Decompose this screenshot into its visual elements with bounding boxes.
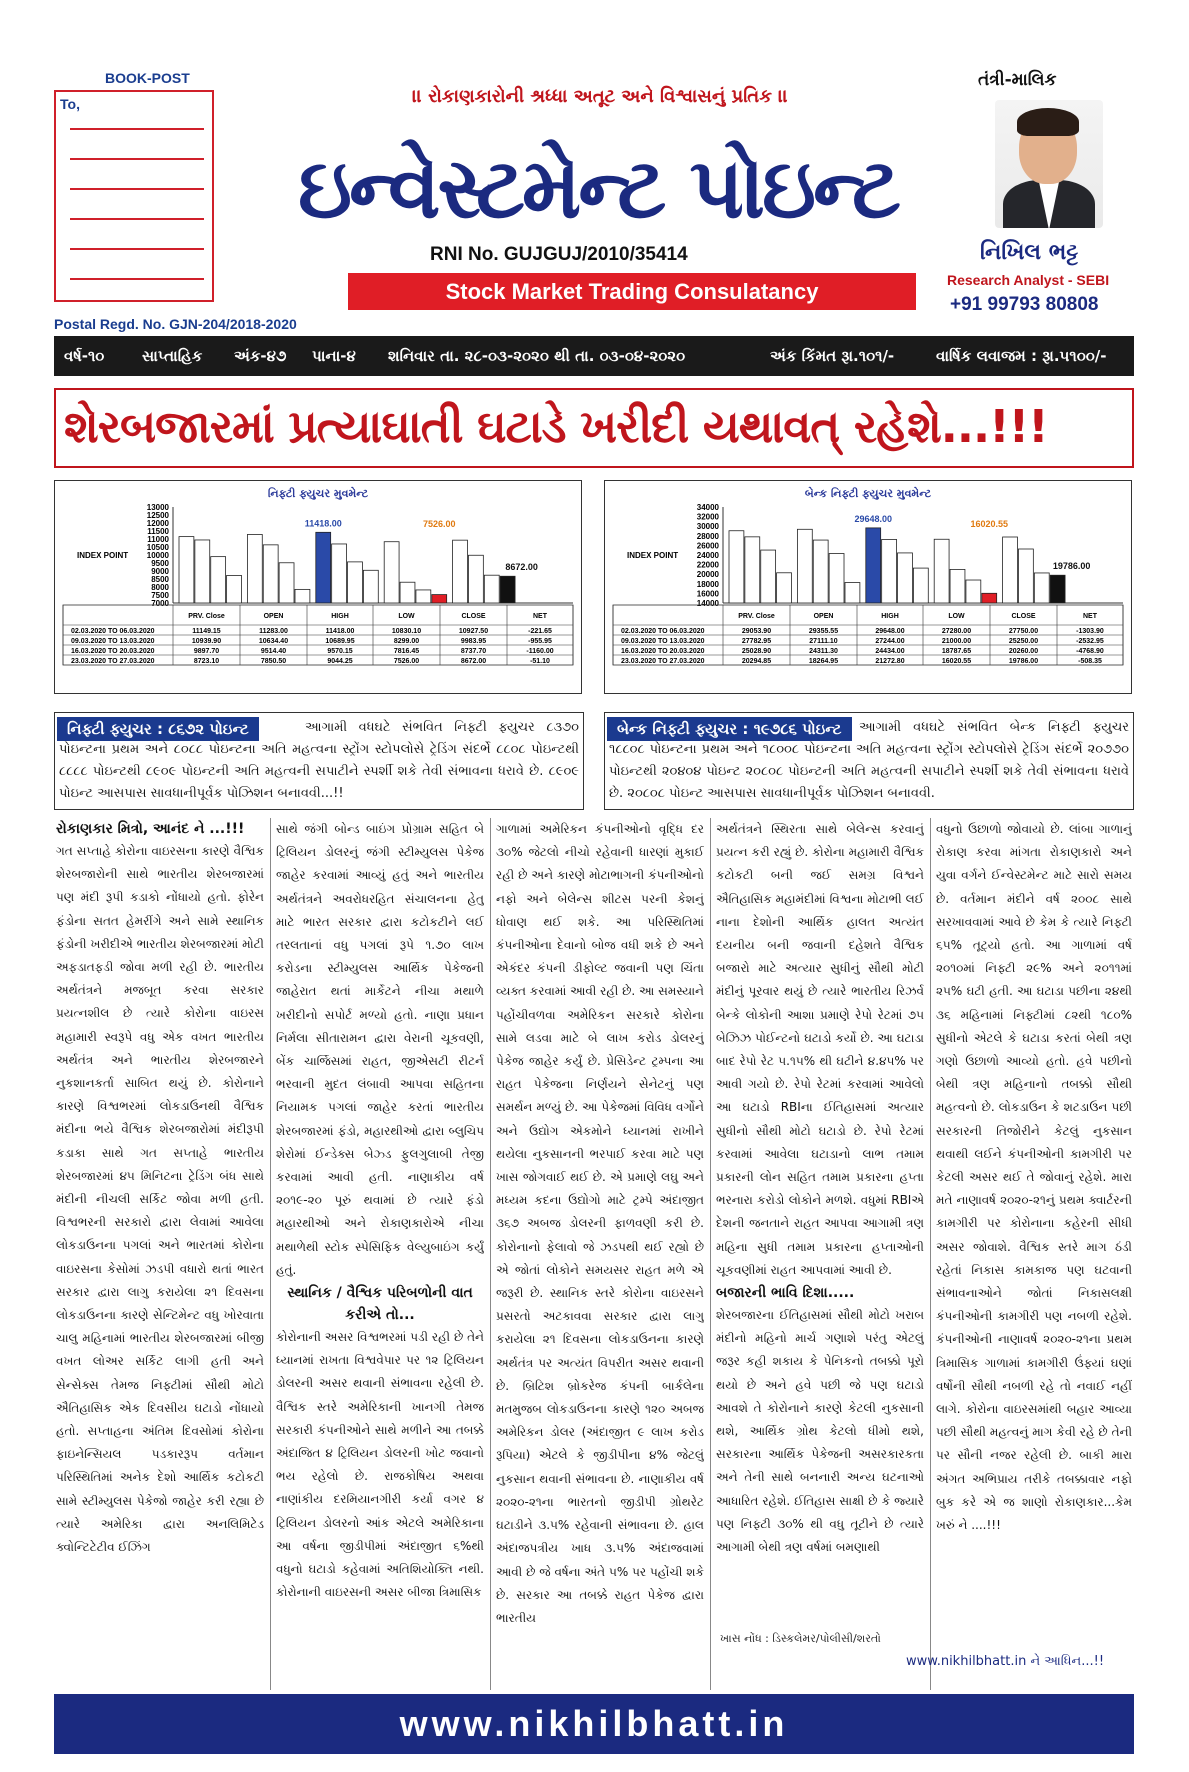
issue-number: અંક-૪૭: [234, 347, 287, 365]
section-heading: સ્થાનિક / વૈશ્વિક પરિબળોની વાત કરીએ તો...: [287, 1285, 473, 1324]
issue-date: શનિવાર તા. ૨૮-૦૩-૨૦૨૦ થી તા. ૦૩-૦૪-૨૦૨૦: [388, 347, 686, 365]
legend-entry: 16.03.2020 TO 20.03.2020: [71, 648, 155, 655]
table-cell: 7850.50: [260, 658, 287, 665]
table-cell: 8672.00: [460, 658, 487, 665]
y-tick-label: 9000: [151, 567, 169, 576]
nifty-chart-svg: [55, 481, 581, 693]
bar: [211, 557, 226, 603]
bar: [348, 562, 363, 603]
table-cell: -508.35: [1078, 658, 1102, 665]
y-tick-label: 8500: [151, 575, 169, 584]
article-column-4: [716, 818, 924, 1628]
bar: [1003, 537, 1018, 603]
bar: [453, 540, 468, 603]
bar: [500, 576, 515, 603]
table-header: CLOSE: [1011, 613, 1036, 620]
bar: [866, 528, 881, 603]
bar: [384, 542, 399, 603]
y-tick-label: 10000: [146, 551, 169, 560]
y-tick-label: 28000: [696, 531, 719, 541]
column-divider: [930, 818, 931, 1690]
owner-name: નિખિલ ભટ્ટ: [980, 240, 1079, 265]
table-header: OPEN: [263, 613, 284, 620]
table-cell: 25250.00: [1008, 638, 1039, 645]
table-cell: 10689.95: [325, 638, 355, 645]
y-tick-label: 16000: [696, 589, 719, 599]
article-column-5: [936, 818, 1132, 1630]
table-cell: 27111.10: [809, 638, 838, 645]
y-tick-label: 7500: [151, 591, 169, 600]
column-text: અર્થતંત્રને સ્થિરતા સાથે બેલેન્સ કરવાનું પ્રયત્ન કરી રહ્યું છે. કોરોના મહામારી વૈશ્વિક કટોકટી બની જઈ સમગ્ર વિશ્વને ઐતિહાસિક મહામંદીમાં વિશ્વના મોટાભી લઈ નાના દેશોની આર્થિક હાલત અત્યંત દયનીય બની જવાની દહેશતે વૈશ્વિક બજારો માટે અત્યાર સુધીનું સૌથી મોટી મંદીનું પૂરવાર થયું છે ત્યારે ભારતીય રિઝર્વ બેન્કે લોકોની આશા પ્રમાણે રેપો રેટમાં ૭૫ બેઝિઝ પોઈન્ટનો ઘટાડો કર્યો છે. આ ઘટાડા બાદ રેપો રેટ ૫.૧૫% થી ઘટીને ૪.૪૫% પર આવી ગયો છે. રેપો રેટમાં કરવામાં આવેલો આ ઘટાડો RBIના ઈતિહાસમાં અત્યાર સુધીનો સૌથી મોટો ઘટાડો છે. રેપો રેટમાં કરવામાં આવેલા ઘટાડાનો લાભ તમામ પ્રકારની લોન સહિત તમામ પ્રકારના હપ્તા ભરનારા કરોડો લોકોને મળશે. વધુમાં RBIએ દેશની જનતાને રાહત આપવા આગામી ત્રણ મહિના સુધી તમામ પ્રકારના હપ્તાઓની ચૂકવણીમાં રાહત આપવામાં આવી છે.: [716, 822, 924, 1277]
table-cell: -1160.00: [526, 648, 554, 655]
bar: [416, 590, 431, 603]
legend-entry: 02.03.2020 TO 06.03.2020: [621, 628, 705, 635]
article-column-1: [56, 818, 264, 1690]
legend-entry: 02.03.2020 TO 06.03.2020: [71, 628, 155, 635]
table-cell: 9983.95: [460, 638, 487, 645]
column-text: કોરોનાની અસર વિશ્વભરમાં પડી રહી છે તેને ધ્યાનમાં રાખતા વિશ્વવેપાર પર ૧૨ ટ્રિલિયન ડોલરની અસર થવાની સંભાવના રહેલી છે. વૈશ્વિક સ્તરે અમેરિકાની ખાનગી તેમજ સરકારી કંપનીઓને સાથે મળીને આ તબક્કે અંદાજિત ૪ ટ્રિલિયન ડોલરની ખોટ જવાનો ભય રહેલો છે. રાજકોષિય અથવા નાણાંકીય દરમિયાનગીરી કર્યા વગર ૪ ટ્રિલિયન ડોલરનો આંક એટલે અમેરિકાના આ વર્ષના જીડીપીમાં અંદાજીત ૬%થી વધુનો ઘટાડો કહેવામાં અતિશિયોક્તિ નથી. કોરોનાની વાઇરસની અસર બીજા ત્રિમાસિક: [276, 1330, 484, 1600]
column-text: શેરબજારના ઈતિહાસમાં સૌથી મોટો ખરાબ મંદીનો મહિનો માર્ચ ગણાશે પરંતુ એટલું જરૂર કહી શકાય કે પેનિકનો તબક્કો પૂરો થયો છે અને હવે પછી જે પણ ઘટાડો આવશે તે કોરોનાને કારણે કેટલી નુકસાની થશે, આર્થિક ગ્રોથ કેટલો ધીમો થશે, સરકારના આર્થિક પેકેજની અસરકારકતા અને તેની સાથે બનનારી અન્ય ઘટનાઓ આધારિત રહેશે. ઈતિહાસ સાક્ષી છે કે જ્યારે પણ નિફ્ટી ૩૦% થી વધુ તૂટીને છે ત્યારે આગામી બેથી ત્રણ વર્ષમાં બમણાથી: [716, 1308, 924, 1555]
y-tick-label: 12500: [146, 511, 169, 520]
postal-regd: Postal Regd. No. GJN-204/2018-2020: [54, 316, 297, 332]
y-tick-label: 22000: [696, 560, 719, 570]
y-tick-label: 30000: [696, 522, 719, 532]
table-header: NET: [1083, 613, 1097, 620]
subscription: વાર્ષિક લવાજમ : રૂા.૫૧૦૦/-: [936, 347, 1107, 365]
column-divider: [490, 818, 491, 1690]
nifty-outlook-tag: નિફ્ટી ફ્યુચર : ૮૬૭૨ પોઇન્ટ: [57, 717, 259, 741]
column-divider: [270, 818, 271, 1690]
table-cell: 27782.95: [741, 638, 772, 645]
disclaimer-note: ખાસ નોંધ : ડિસ્કલેમર/પોલીસી/શરતો: [720, 1632, 881, 1645]
table-cell: 10830.10: [391, 628, 422, 635]
table-cell: 21000.00: [941, 638, 972, 645]
bar: [1018, 549, 1033, 603]
table-cell: 27280.00: [941, 628, 972, 635]
data-label: 16020.55: [970, 519, 1009, 529]
data-label: 19786.00: [1052, 561, 1091, 572]
table-cell: 9044.25: [327, 658, 353, 665]
bar: [363, 570, 378, 603]
bar: [761, 550, 776, 603]
table-cell: -51.10: [530, 658, 550, 665]
banknifty-outlook: [604, 712, 1134, 810]
address-box: [54, 90, 214, 302]
bar: [279, 563, 294, 603]
table-header: NET: [533, 613, 547, 620]
table-header: HIGH: [881, 613, 899, 620]
address-line: [70, 248, 204, 250]
issue-price: અંક કિંમત રૂા.૧૦૧/-: [770, 347, 895, 365]
y-tick-label: 11500: [147, 527, 169, 536]
table-cell: 7816.45: [393, 648, 420, 655]
rni-number: RNI No. GUJGUJ/2010/35414: [430, 244, 688, 265]
address-line: [70, 218, 204, 220]
bar: [1034, 573, 1049, 603]
y-tick-label: 9500: [151, 559, 169, 568]
article-column-2: [276, 818, 484, 1690]
table-header: CLOSE: [461, 613, 486, 620]
bar: [898, 553, 913, 603]
bar: [332, 544, 347, 603]
phone-number[interactable]: +91 99793 80808: [950, 294, 1099, 315]
chart-title: બેન્ક નિફ્ટી ફ્યુચર મુવમેન્ટ: [804, 487, 932, 500]
bar: [227, 575, 242, 603]
table-cell: 20260.00: [1008, 648, 1039, 655]
table-cell: 29355.55: [808, 628, 839, 635]
table-header: LOW: [398, 613, 415, 620]
bar: [484, 575, 499, 603]
bar: [813, 540, 828, 603]
address-line: [70, 278, 204, 280]
table-cell: -2532.95: [1076, 638, 1104, 645]
address-line: [70, 188, 204, 190]
table-cell: 20294.85: [741, 658, 772, 665]
table-cell: 24311.30: [809, 648, 838, 655]
table-cell: 29648.00: [875, 628, 905, 635]
table-cell: 11149.15: [192, 628, 221, 635]
table-cell: 7526.00: [393, 658, 420, 665]
bar: [882, 539, 897, 603]
banknifty-outlook-tag: બેન્ક નિફ્ટી ફ્યુચર : ૧૯૭૮૬ પોઇન્ટ: [607, 717, 852, 741]
weekly: સાપ્તાહિક: [142, 347, 203, 365]
address-line: [70, 128, 204, 130]
banknifty-chart: [604, 480, 1132, 694]
bar: [845, 583, 860, 603]
bookpost-label: BOOK-POST: [105, 70, 190, 86]
table-cell: 27750.00: [1008, 628, 1039, 635]
banknifty-chart-svg: [605, 481, 1131, 693]
volume: વર્ષ-૧૦: [64, 347, 105, 365]
bar: [179, 537, 194, 603]
article-column-3: [496, 818, 704, 1690]
table-cell: 9897.70: [193, 648, 220, 655]
table-cell: -955.95: [528, 638, 552, 645]
y-tick-label: 7000: [151, 599, 169, 608]
y-tick-label: 32000: [696, 512, 719, 522]
column-text: વધુનો ઉછાળો જોવાયો છે. લાંબા ગાળાનું રોકાણ કરવા માંગતા રોકાણકારો અને યુવા વર્ગને ઈન્વેસ્ટમેન્ટ માટે સારો સમય છે. વર્તમાન મંદીને વર્ષ ૨૦૦૮ સાથે સરખાવવામાં આવે છે કેમ કે ત્યારે નિફ્ટી ૬૫% તૂટ્યો હતો. આ ગાળામાં વર્ષ ૨૦૧૦માં નિફ્ટી ૨૯% અને ૨૦૧૧માં ૨૫% ઘટી હતી. આ ઘટાડા પછીના ૨૪થી ૩૬ મહિનામાં નિફ્ટીમાં ૮૨થી ૧૮૦% સુધીનો એટલે કે ઘટાડા કરતાં બેથી ત્રણ ગણો ઉછાળો આવ્યો હતો. હવે પછીનો બેથી ત્રણ મહિનાનો તબક્કો સૌથી મહત્વનો છે. લોકડાઉન કે શટડાઉન પછી સરકારની તિજોરીને કેટલું નુકસાન થવાથી લઈને કંપનીઓની કામગીરી પર કેટલી અસર થઈ તે જોવાનું રહેશે. મારા મતે નાણાવર્ષ ૨૦૨૦-૨૧નું પ્રથમ ક્વાર્ટરની કામગીરી પર કોરોનાના કહેરની સીધી અસર જોવાશે. વૈશ્વિક સ્તરે માગ ઠંડી રહેતાં નિકાસ કામકાજ પણ ઘટવાની સંભાવનાઓને જોતાં નિકાસલક્ષી કંપનીઓની કામગીરી પણ નબળી રહેશે. કંપનીઓની નાણાવર્ષ ૨૦૨૦-૨૧ના પ્રથમ ત્રિમાસિક ગાળામાં કામગીરી ઉંફ્યાં ઘણાં વર્ષોની સૌથી નબળી રહે તો નવાઈ નહીં લાગે. કોરોના વાઇરસમાંથી બહાર આવ્યા પછી સૌથી મહત્વનું માગ કેવી રહે છે તેની પર સૌની નજર રહેલી છે. બાકી મારા અંગત અભિપ્રાય તરીકે તબક્કાવાર નફો બુક કરે એ જ શાણો રોકાણકાર...કેમ ખરું ને ....!!!: [936, 822, 1132, 1533]
nifty-outlook-text: આગામી વધઘટે સંભવિત નિફ્ટી ફ્યુચર ૮૩૭૦ પોઇન્ટના પ્રથમ અને ૮૦૮૮ પોઇન્ટના અતિ મહત્વના સ્ટ્રોંગ સ્ટોપલોસે ટ્રેડિંગ સંદર્ભે ૮૮૦૮ પોઇન્ટથી ૮૮૮૮ પોઇન્ટથી ૮૯૦૯ પોઇન્ટની અતિ મહત્વની સપાટીને સ્પર્શી શકે તેવી સંભાવના ધરાવે છે. ૮૯૦૯ પોઇન્ટ આસપાસ સાવધાનીપૂર્વક પોઝિશન બનાવવી...!!: [59, 720, 579, 801]
pages: પાના-૪: [312, 347, 356, 365]
column-text: ગત સપ્તાહે કોરોના વાઇરસના કારણે વૈશ્વિક શેરબજારોની સાથે ભારતીય શેરબજારમાં પણ મંદી રૂપી કડાકો નોંધાયો હતો. ફોરેન ફંડોના સતત હેમરીંગે અને સામે સ્થાનિક ફંડોની ખરીદીએ ભારતીય શેરબજારમાં મોટી અફડાતફડી જોવા મળી રહી છે. ભારતીય અર્થતંત્રને મજબૂત કરવા સરકાર પ્રયત્નશીલ છે ત્યારે કોરોના વાઇરસ મહામારી સ્વરૂપે વધુ એક વખત ભારતીય અર્થતંત્ર અને ભારતીય શેરબજારને નુકશાનકર્તા સાબિત થયું છે. કોરોનાને કારણે વિશ્વભરમાં લોકડાઉનથી વૈશ્વિક મંદીના ભયે વૈશ્વિક શેરબજારોમાં મંદીરૂપી કડાકા સાથે ગત સપ્તાહે ભારતીય શેરબજારમાં ૪૫ મિનિટના ટ્રેડિંગ બંધ સાથે મંદીની નીચલી સર્કિટ જોવા મળી હતી. વિશ્વભરની સરકારો દ્વારા લેવામાં આવેલા લોકડાઉનના પગલાં અને ભારતમાં કોરોના વાઇરસના કેસોમાં ઝડપી વધારો થતાં ભારત સરકાર દ્વારા લાગુ કરાયેલા ૨૧ દિવસના લોકડાઉનના કારણે સેન્ટિમેન્ટ વધુ ખોરવાતા ચાલુ મહિનામાં ભારતીય શેરબજારમાં બીજી વખત લોઅર સર્કિટ લાગી હતી અને સેન્સેક્સ તેમજ નિફ્ટીમાં સૌથી મોટો ઐતિહાસિક એક દિવસીય ઘટાડો નોંધાયો હતો. સપ્તાહના અંતિમ દિવસોમાં કોરોના ફાઇનેન્સિયલ પડકારરૂપ વર્તમાન પરિસ્થિતિમાં અનેક દેશો આર્થિક કટોકટી સામે સ્ટીમ્યુલસ પેકેજો જાહેર કરી રહ્યા છે ત્યારે અમેરિકા દ્વારા અનલિમિટેડ ક્વોન્ટિટેટીવ ઈઝિંગ: [56, 844, 264, 1555]
section-heading: બજારની ભાવિ દિશા.....: [716, 1285, 855, 1302]
table-header: PRV. Close: [188, 613, 225, 620]
table-cell: 8299.00: [393, 638, 420, 645]
legend-entry: 16.03.2020 TO 20.03.2020: [621, 648, 705, 655]
owner-label: તંત્રી-માલિક: [978, 70, 1057, 90]
bar: [934, 539, 949, 603]
data-label: 29648.00: [854, 513, 893, 524]
table-cell: 10634.40: [258, 638, 289, 645]
table-cell: 9570.15: [327, 648, 353, 655]
column-divider: [710, 818, 711, 1690]
y-tick-label: 18000: [696, 579, 719, 589]
bar: [797, 529, 812, 603]
column-text: સાથે જંગી બોન્ડ બાઇંગ પ્રોગ્રામ સહિત બે ટ્રિલિયન ડોલરનું જંગી સ્ટીમ્યુલસ પેકેજ જાહેર કરવામાં આવ્યું હતું અને ભારતીય અર્થતંત્રને અવરોધરહિત સંચાલનના હેતુ માટે ભારત સરકાર દ્વારા કટોકટીને લઈ તરલતાનાં વધુ પગલાં રૂપે ૧.૭૦ લાખ કરોડના સ્ટીમ્યુલસ આર્થિક પેકેજની જાહેરાત થતાં માર્કેટને નીચા મથાળે ખરીદીનો સપોર્ટ મળ્યો હતો. નાણા પ્રધાન નિર્મલા સીતારામન દ્વારા વેરાની ચૂકવણી, બેંક ચાર્જિસમાં રાહત, જીએસટી રીટર્ન ભરવાની મુદત લંબાવી આપવા સહિતના નિયામક પગલાં જાહેર કરતાં ભારતીય શેરબજારમાં ફંડો, મહારથીઓ દ્વારા બ્લુચિપ શેરોમાં ઈન્ડેક્સ બેઝ્ડ ફુલગુલાબી તેજી કરવામાં આવી હતી. નાણાકીય વર્ષ ૨૦૧૯-૨૦ પૂરું થવામાં છે ત્યારે ફંડો મહારથીઓ અને રોકાણકારોએ નીચા મથાળેથી સ્ટોક સ્પેસિફિક વેલ્યુબાઇંગ કર્યું હતું.: [276, 822, 484, 1277]
bar: [316, 532, 331, 603]
y-tick-label: 14000: [696, 599, 719, 608]
y-axis-label: INDEX POINT: [627, 551, 679, 560]
y-tick-label: 10500: [146, 543, 169, 552]
headline: શેરબજારમાં પ્રત્યાઘાતી ઘટાડે ખરીદી યથાવત્ રહેશે...!!!: [64, 400, 1048, 453]
bar: [263, 545, 278, 603]
table-header: PRV. Close: [738, 613, 775, 620]
bar: [295, 589, 310, 603]
table-cell: 18264.95: [808, 658, 839, 665]
nifty-outlook: [54, 712, 584, 810]
footer-website[interactable]: www.nikhilbhatt.in: [54, 1694, 1134, 1754]
table-cell: 11418.00: [325, 628, 355, 635]
nifty-chart: [54, 480, 582, 694]
table-cell: 29053.90: [741, 628, 772, 635]
table-cell: 21272.80: [875, 658, 905, 665]
table-cell: 25028.90: [741, 648, 772, 655]
bar: [966, 580, 981, 603]
bar: [247, 534, 262, 603]
table-cell: 10939.90: [191, 638, 222, 645]
y-tick-label: 24000: [696, 551, 719, 560]
analyst-title: Research Analyst - SEBI: [947, 272, 1110, 288]
bar: [729, 531, 744, 603]
banknifty-outlook-text: આગામી વધઘટે સંભવિત બેન્ક નિફ્ટી ફ્યુચર ૧૮૮૦૮ પોઇન્ટના પ્રથમ અને ૧૮૦૦૮ પોઇન્ટના અતિ મહત્વના સ્ટ્રોંગ સ્ટોપલોસે ટ્રેડિંગ સંદર્ભે ૨૦૭૭૦ પોઇન્ટથી ૨૦૪૦૪ પોઇન્ટ ૨૦૮૦૮ પોઇન્ટની અતિ મહત્વની સપાટીને સ્પર્શી શકે તેવી સંભાવના ધરાવે છે. ૨૦૮૦૮ પોઇન્ટ આસપાસ સાવધાનીપૂર્વક પોઝિશન બનાવવી.: [609, 720, 1129, 801]
table-cell: -221.65: [528, 628, 552, 635]
bar: [913, 568, 928, 603]
y-tick-label: 11000: [147, 535, 169, 544]
bar: [195, 540, 210, 603]
bar: [982, 593, 997, 603]
bar: [777, 573, 792, 603]
table-cell: 16020.55: [941, 658, 972, 665]
data-label: 7526.00: [422, 519, 456, 529]
to-label: To,: [60, 96, 80, 112]
issue-info-bar: [54, 336, 1134, 376]
bar: [829, 554, 844, 603]
bar: [468, 555, 483, 603]
masthead-logo: ઇન્વેસ્ટમેન્ટ પોઇન્ટ: [298, 138, 898, 237]
table-header: OPEN: [813, 613, 834, 620]
bar: [400, 582, 415, 603]
table-cell: 27244.00: [875, 638, 905, 645]
y-tick-label: 12000: [146, 519, 169, 528]
table-cell: 19786.00: [1008, 658, 1039, 665]
chart-title: નિફ્ટી ફ્યુચર મુવમેન્ટ: [267, 487, 369, 500]
table-cell: -4768.90: [1076, 648, 1104, 655]
y-tick-label: 8000: [151, 583, 169, 592]
legend-entry: 23.03.2020 TO 27.03.2020: [71, 658, 155, 665]
table-cell: 24434.00: [875, 648, 905, 655]
table-header: HIGH: [331, 613, 349, 620]
table-header: LOW: [948, 613, 965, 620]
consultancy-banner: Stock Market Trading Consulatancy: [348, 273, 916, 310]
data-label: 11418.00: [304, 518, 342, 529]
tagline: ।। રોકાણકારોની શ્રધ્ધા અતૂટ અને વિશ્વાસનું પ્રતિક ।।: [412, 86, 788, 107]
table-cell: 10927.50: [458, 628, 489, 635]
y-tick-label: 34000: [696, 503, 719, 512]
data-label: 8672.00: [505, 562, 538, 573]
address-line: [70, 158, 204, 160]
legend-entry: 09.03.2020 TO 13.03.2020: [71, 638, 155, 645]
table-cell: -1303.90: [1076, 628, 1104, 635]
bar: [432, 595, 447, 603]
bar: [745, 537, 760, 603]
y-tick-label: 20000: [696, 570, 719, 580]
legend-entry: 09.03.2020 TO 13.03.2020: [621, 638, 705, 645]
y-axis-label: INDEX POINT: [77, 551, 129, 560]
url-note[interactable]: www.nikhilbhatt.in ને આધિન...!!: [906, 1654, 1105, 1669]
table-cell: 9514.40: [260, 648, 287, 655]
owner-photo: [995, 100, 1103, 228]
y-tick-label: 26000: [696, 541, 719, 551]
table-cell: 8737.70: [460, 648, 487, 655]
bar: [1050, 575, 1065, 603]
column-text: ગાળામાં અમેરિકન કંપનીઓનો વૃદ્ધિ દર ૩૦% જેટલો નીચો રહેવાની ધારણાં મુકાઈ રહી છે અને કારણે મોટાભાગની કંપનીઓનો નફો અને બેલેન્સ શીટસ પરની કેશનું ધોવાણ થઈ શકે. આ પરિસ્થિતિમાં કંપનીઓના દેવાનો બોજ વધી શકે છે અને એકંદર કંપની ડીફોલ્ટ જવાની પણ ચિંતા વ્યક્ત કરવામાં આવી રહી છે. આ સમસ્યાને પહોંચીવળવા અમેરિકન સરકારે કોરોના સામે લડવા માટે બે લાખ કરોડ ડોલરનું પેકેજ જાહેર કર્યું છે. પ્રેસિડેન્ટ ટ્રમ્પના આ રાહત પેકેજના નિર્ણયને સેનેટનું પણ સમર્થન મળ્યું છે. આ પેકેજમાં વિવિધ વર્ગોને અને ઉદ્યોગ એકમોને ધ્યાનમાં રાખીને થયેલા નુકસાનની ભરપાઈ કરવા માટે પણ ખાસ જોગવાઈ થઈ છે. એ પ્રમાણે લઘુ અને મધ્યમ કદના ઉદ્યોગો માટે ટ્રમ્પે અંદાજીત ૩૬૭ અબજ ડોલરની ફાળવણી કરી છે. કોરોનાનો ફેલાવો જે ઝડપથી થઈ રહ્યો છે એ જોતાં લોકોને સમયસર રાહત મળે એ જરૂરી છે. સ્થાનિક સ્તરે કોરોના વાઇરસને પ્રસરતો અટકાવવા સરકાર દ્વારા લાગુ કરાયેલા ૨૧ દિવસના લોકડાઉનના કારણે અર્થતંત્ર પર અત્યંત વિપરીત અસર થવાની છે. બ્રિટિશ બ્રોકરેજ કંપની બાર્કલેના મતમુજબ લોકડાઉનના કારણે ૧૨૦ અબજ અમેરિકન ડોલર (અંદાજીત ૯ લાખ કરોડ રૂપિયા) એટલે કે જીડીપીના ૪% જેટલું નુકસાન થવાની સંભાવના છે. નાણાકીય વર્ષ ૨૦૨૦-૨૧ના ભારતનો જીડીપી ગ્રોથરેટ ઘટાડીને ૩.૫% રહેવાની સંભાવના છે. હાલ અંદાજપત્રીય ખાધ ૩.૫% અંદાજવામાં આવી છે જે વર્ષના અંતે ૫% પર પહોંચી શકે છે. સરકાર આ તબક્કે રાહત પેકેજ દ્વારા ભારતીય: [496, 822, 704, 1625]
y-tick-label: 13000: [146, 503, 169, 512]
article-greeting: રોકાણકાર મિત્રો, આનંદ ને ...!!!: [56, 821, 245, 837]
table-cell: 18787.65: [941, 648, 972, 655]
table-cell: 8723.10: [193, 658, 220, 665]
legend-entry: 23.03.2020 TO 27.03.2020: [621, 658, 705, 665]
bar: [950, 569, 965, 603]
table-cell: 11283.00: [259, 628, 288, 635]
